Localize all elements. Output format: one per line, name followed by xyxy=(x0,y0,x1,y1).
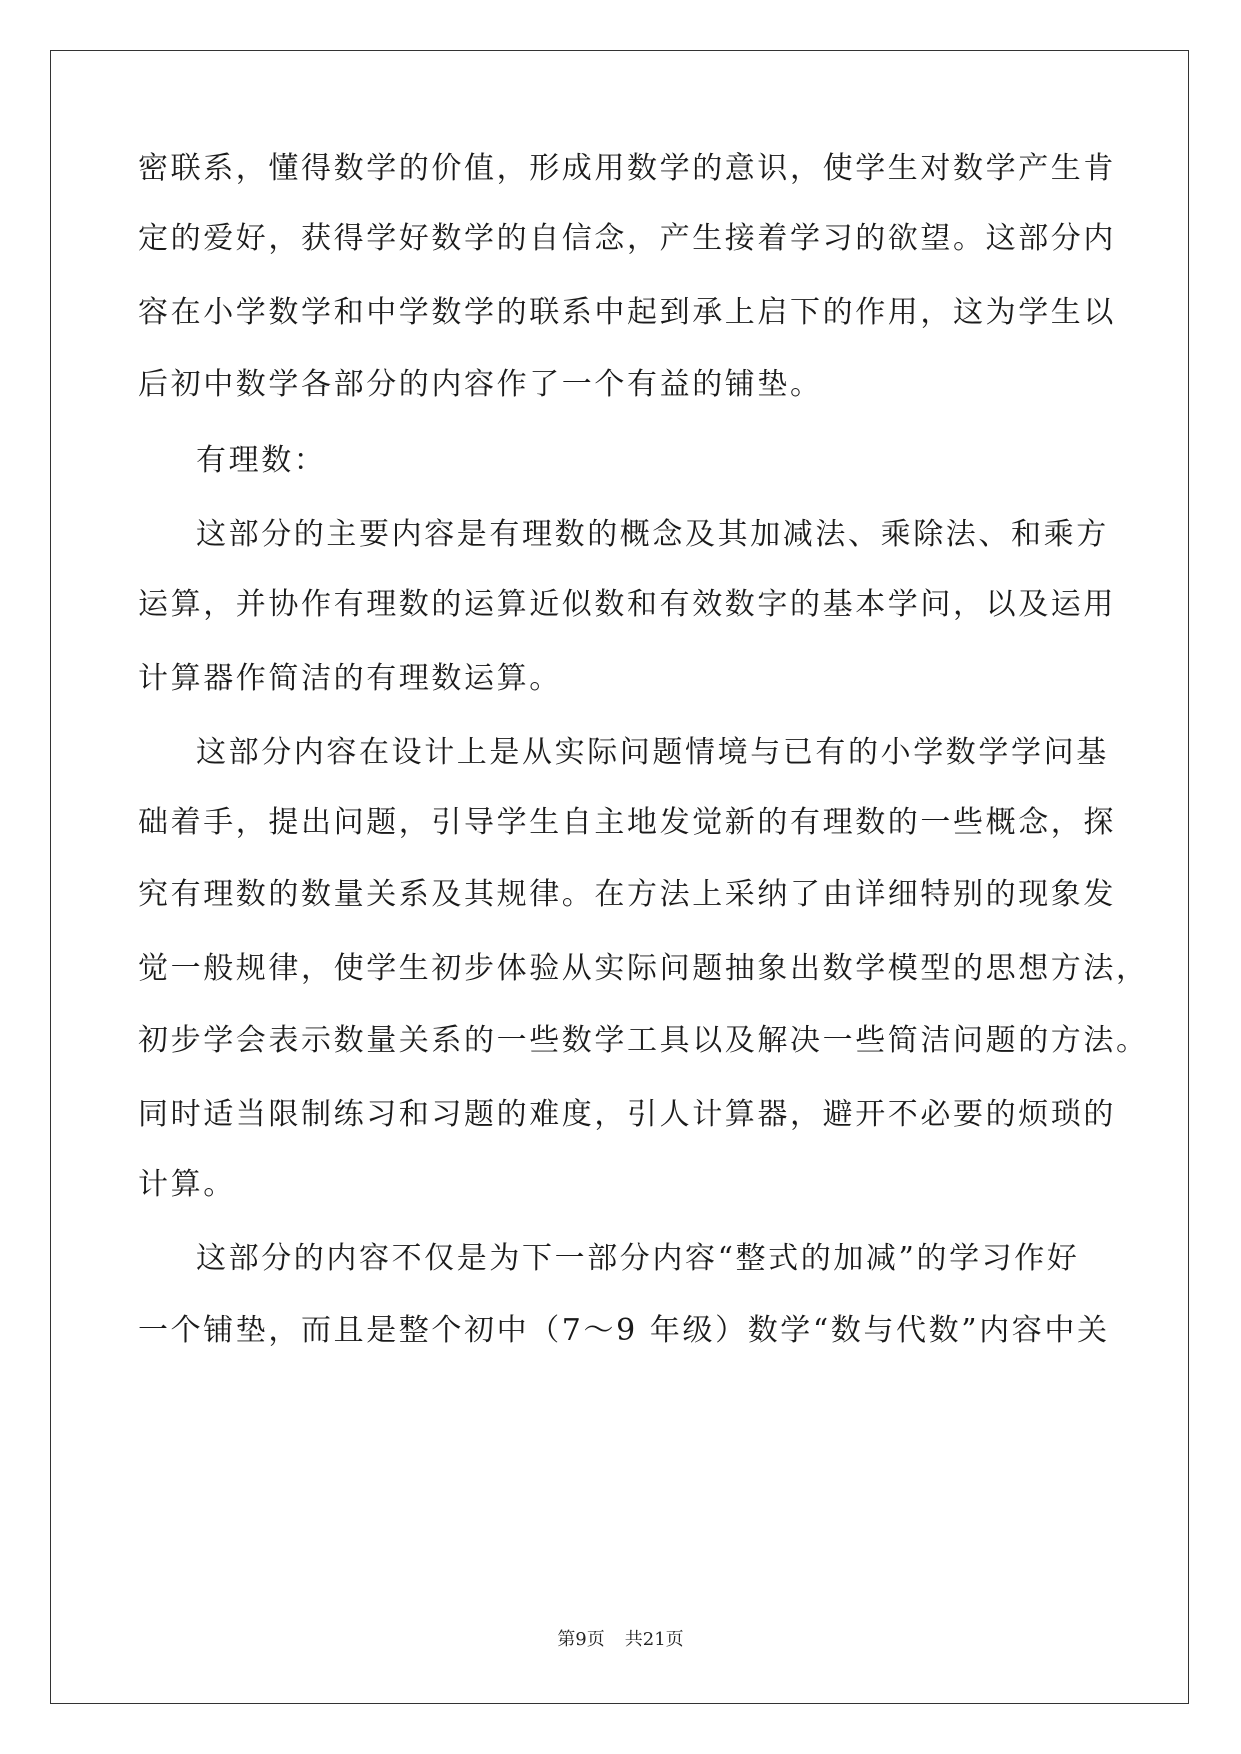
text-line: 后初中数学各部分的内容作了一个有益的铺垫。 xyxy=(138,367,823,402)
text-line: 密联系，懂得数学的价值，形成用数学的意识，使学生对数学产生肯 xyxy=(138,151,1116,186)
text-line: 计算器作简洁的有理数运算。 xyxy=(138,661,562,696)
text-line: 这部分的主要内容是有理数的概念及其加减法、乘除法、和乘方 xyxy=(196,517,1109,552)
text-line: 初步学会表示数量关系的一些数学工具以及解决一些简洁问题的方法。 xyxy=(138,1023,1149,1058)
text-line: 这部分内容在设计上是从实际问题情境与已有的小学数学学问基 xyxy=(196,735,1109,770)
text-line: 容在小学数学和中学数学的联系中起到承上启下的作用，这为学生以 xyxy=(138,295,1116,330)
page-number: 第9页 xyxy=(557,1629,605,1650)
page-total: 共21页 xyxy=(624,1629,684,1650)
text-line: 运算，并协作有理数的运算近似数和有效数字的基本学问，以及运用 xyxy=(138,587,1116,622)
text-line: 定的爱好，获得学好数学的自信念，产生接着学习的欲望。这部分内 xyxy=(138,221,1116,256)
text-line: 究有理数的数量关系及其规律。在方法上采纳了由详细特别的现象发 xyxy=(138,877,1116,912)
text-line: 觉一般规律，使学生初步体验从实际问题抽象出数学模型的思想方法， xyxy=(138,951,1149,986)
text-line: 础着手，提出问题，引导学生自主地发觉新的有理数的一些概念，探 xyxy=(138,805,1116,840)
section-heading: 有理数： xyxy=(196,443,327,478)
text-line: 同时适当限制练习和习题的难度，引人计算器，避开不必要的烦琐的 xyxy=(138,1097,1116,1132)
text-line: 这部分的内容不仅是为下一部分内容“整式的加减”的学习作好 xyxy=(196,1241,1080,1276)
page-footer xyxy=(0,1628,1241,1652)
text-line: 计算。 xyxy=(138,1167,236,1202)
text-line: 一个铺垫，而且是整个初中（7～9 年级）数学“数与代数”内容中关 xyxy=(138,1313,1110,1348)
